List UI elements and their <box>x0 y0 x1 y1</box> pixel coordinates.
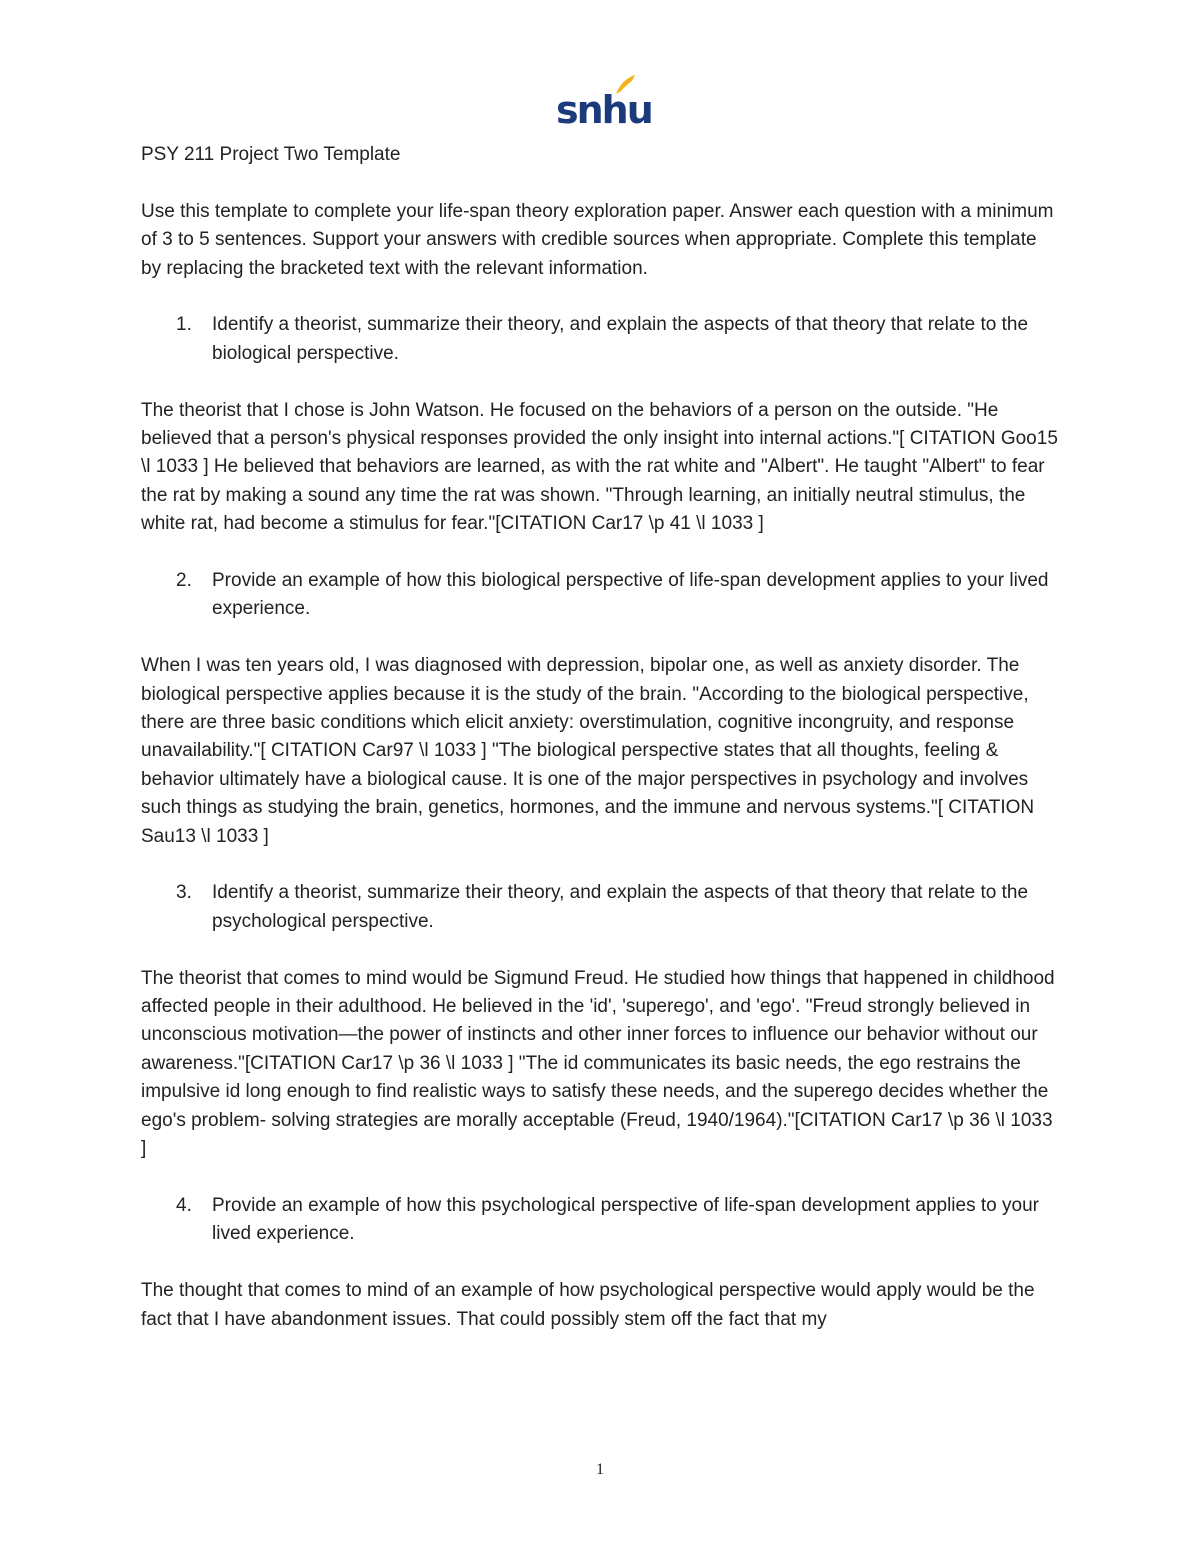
document-title: PSY 211 Project Two Template <box>141 144 401 165</box>
question-item-1 <box>141 311 1061 368</box>
question-number: 4. <box>176 1194 192 1216</box>
question-text: Provide an example of how this biological perspective of life-span development applies to your lived experience. <box>212 570 1049 620</box>
page-number: 1 <box>596 1461 604 1478</box>
question-text: Identify a theorist, summarize their theory, and explain the aspects of that theory that relate to the biological perspective. <box>212 314 1029 364</box>
answer-paragraph-2: When I was ten years old, I was diagnosed with depression, bipolar one, as well as anxiety disorder. The biological perspective applies because it is the study of the brain. "According to the biological perspective, there are three basic conditions which elicit anxiety: overstimulation, cognitive incongruity, and response unavailability."[ CITATION Car97 \l 1033 ] "The biological perspective states that all thoughts, feeling & behavior ultimately have a biological cause. It is one of the major perspectives in psychology and involves such things as studying the brain, genetics, hormones, and the immune and nervous systems."[ CITATION Sau13 \l 1033 ] <box>141 655 1035 847</box>
document-body <box>141 141 1061 1362</box>
question-number: 3. <box>176 882 192 904</box>
intro-paragraph: Use this template to complete your life-span theory exploration paper. Answer each question with a minimum of 3 to 5 sentences. Support your answers with credible sources when appropriate. Complete this template by replacing the bracketed text with the relevant information. <box>141 200 1054 279</box>
question-item-4 <box>141 1192 1061 1249</box>
question-item-3 <box>141 879 1061 936</box>
question-text: Identify a theorist, summarize their theory, and explain the aspects of that theory that relate to the psychological perspective. <box>212 882 1029 932</box>
question-number: 2. <box>176 570 192 592</box>
snhu-logo <box>556 74 652 132</box>
logo-wordmark: snhu <box>556 88 652 132</box>
question-number: 1. <box>176 314 192 336</box>
question-text: Provide an example of how this psychological perspective of life-span development applies to your lived experience. <box>212 1194 1039 1245</box>
question-item-2 <box>141 567 1061 624</box>
answer-paragraph-3: The theorist that comes to mind would be Sigmund Freud. He studied how things that happened in childhood affected people in their adulthood. He believed in the 'id', 'superego', and 'ego'. "Freud strongly believed in unconscious motivation—the power of instincts and other inner forces to influence our behavior without our awareness."[CITATION Car17 \p 36 \l 1033 ] "The id communicates its basic needs, the ego restrains the impulsive id long enough to find realistic ways to satisfy these needs, and the superego decides whether the ego's problem- solving strategies are morally acceptable (Freud, 1940/1964)."[CITATION Car17 \p 36 \l 1033 ] <box>141 967 1055 1160</box>
answer-paragraph-4: The thought that comes to mind of an example of how psychological perspective would apply would be the fact that I have abandonment issues. That could possibly stem off the fact that my <box>141 1280 1035 1330</box>
answer-paragraph-1: The theorist that I chose is John Watson. He focused on the behaviors of a person on the outside. "He believed that a person's physical responses provided the only insight into internal actions."[ CITATION Goo15 \l 1033 ] He believed that behaviors are learned, as with the rat white and "Albert". He taught "Albert" to fear the rat by making a sound any time the rat was shown. "Through learning, an initially neutral stimulus, the white rat, had become a stimulus for fear."[CITATION Car17 \p 41 \l 1033 ] <box>141 399 1058 535</box>
